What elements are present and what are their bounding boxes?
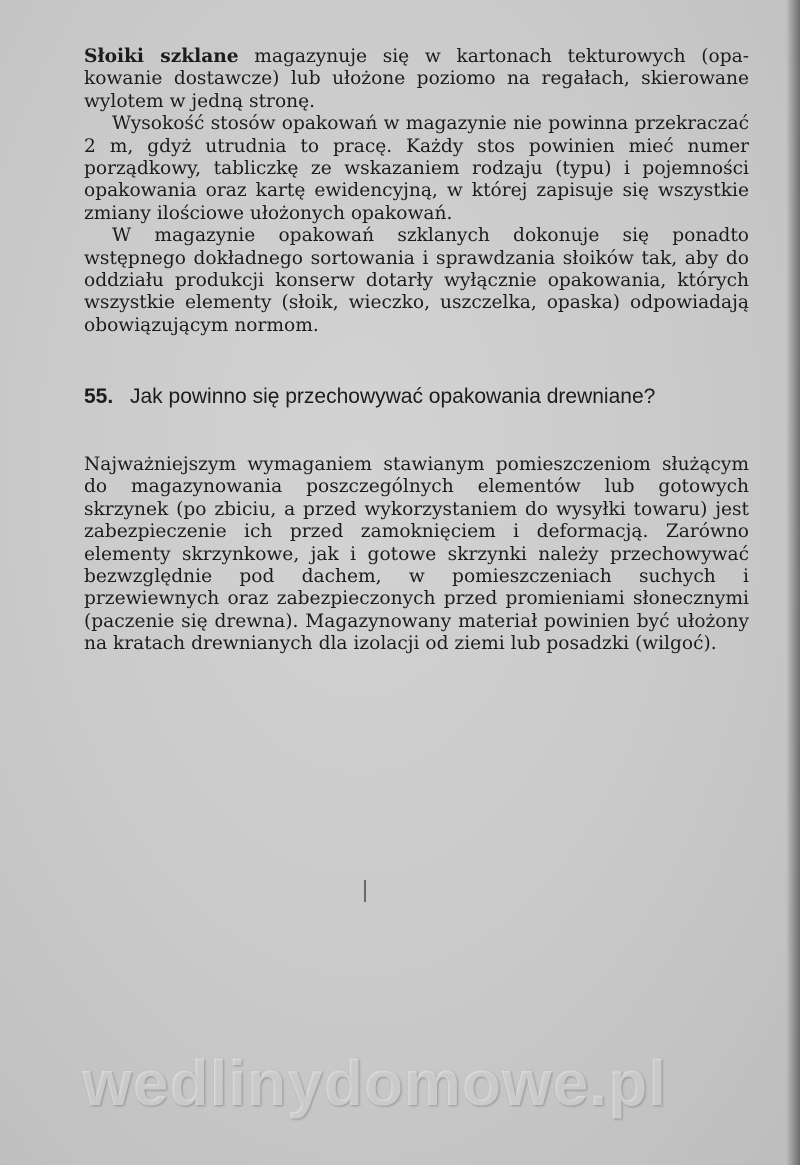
paragraph-sorting: W magazynie opakowań szklanych dokonuje się ponadto wstępnego dokładnego sortowania i sprawdzania słoików tak, aby do oddziału produkcji konserw dotarły wyłącznie opakowania, których wszystkie elementy (słoik, wieczko, uszczelka, opaska) odpowiadają obowiązującym normom. bbox=[84, 225, 749, 336]
paragraph-stack-height: Wysokość stosów opakowań w magazynie nie powinna przekraczać 2 m, gdyż utrudnia to pracę. Każdy stos powinien mieć numer porządkowy, tabliczkę ze wskazaniem rodzaju (typu) i pojemności opakowania oraz kartę ewidencyjną, w której zapisuje się wszystkie zmiany ilościowe ułożonych opakowań. bbox=[84, 113, 749, 224]
top-section bbox=[84, 46, 749, 337]
question-title: Jak powinno się przechowywać opakowania drewniane? bbox=[130, 385, 656, 408]
paragraph-text: magazynuje się w kartonach tekturowych (opakowanie dostawcze) lub ułożone poziomo na regałach, skierowane wylotem w jedną stronę. bbox=[84, 46, 749, 112]
answer-section bbox=[84, 454, 749, 656]
lead-term: Słoiki szklane bbox=[84, 46, 239, 67]
question-heading bbox=[84, 384, 684, 409]
question-number: 55. bbox=[84, 385, 114, 408]
watermark: wedlinydomowe.pl bbox=[82, 1047, 667, 1119]
paragraph-glass-jars bbox=[84, 46, 749, 113]
scan-artifact bbox=[364, 880, 366, 902]
answer-paragraph: Najważniejszym wymaganiem stawianym pomieszczeniom służącym do magazynowania poszczególnych elementów lub gotowych skrzynek (po zbiciu, a przed wykorzystaniem do wysyłki towaru) jest zabezpieczenie ich przed zamoknięciem i deformacją. Zarówno elementy skrzynkowe, jak i gotowe skrzynki należy przechowywać bezwzględnie pod dachem, w pomieszczeniach suchych i przewiewnych oraz zabezpieczonych przed promieniami słonecznymi (paczenie się drewna). Magazynowany materiał powinien być ułożony na kratach drewnianych dla izolacji od ziemi lub posadzki (wilgoć). bbox=[84, 454, 749, 655]
